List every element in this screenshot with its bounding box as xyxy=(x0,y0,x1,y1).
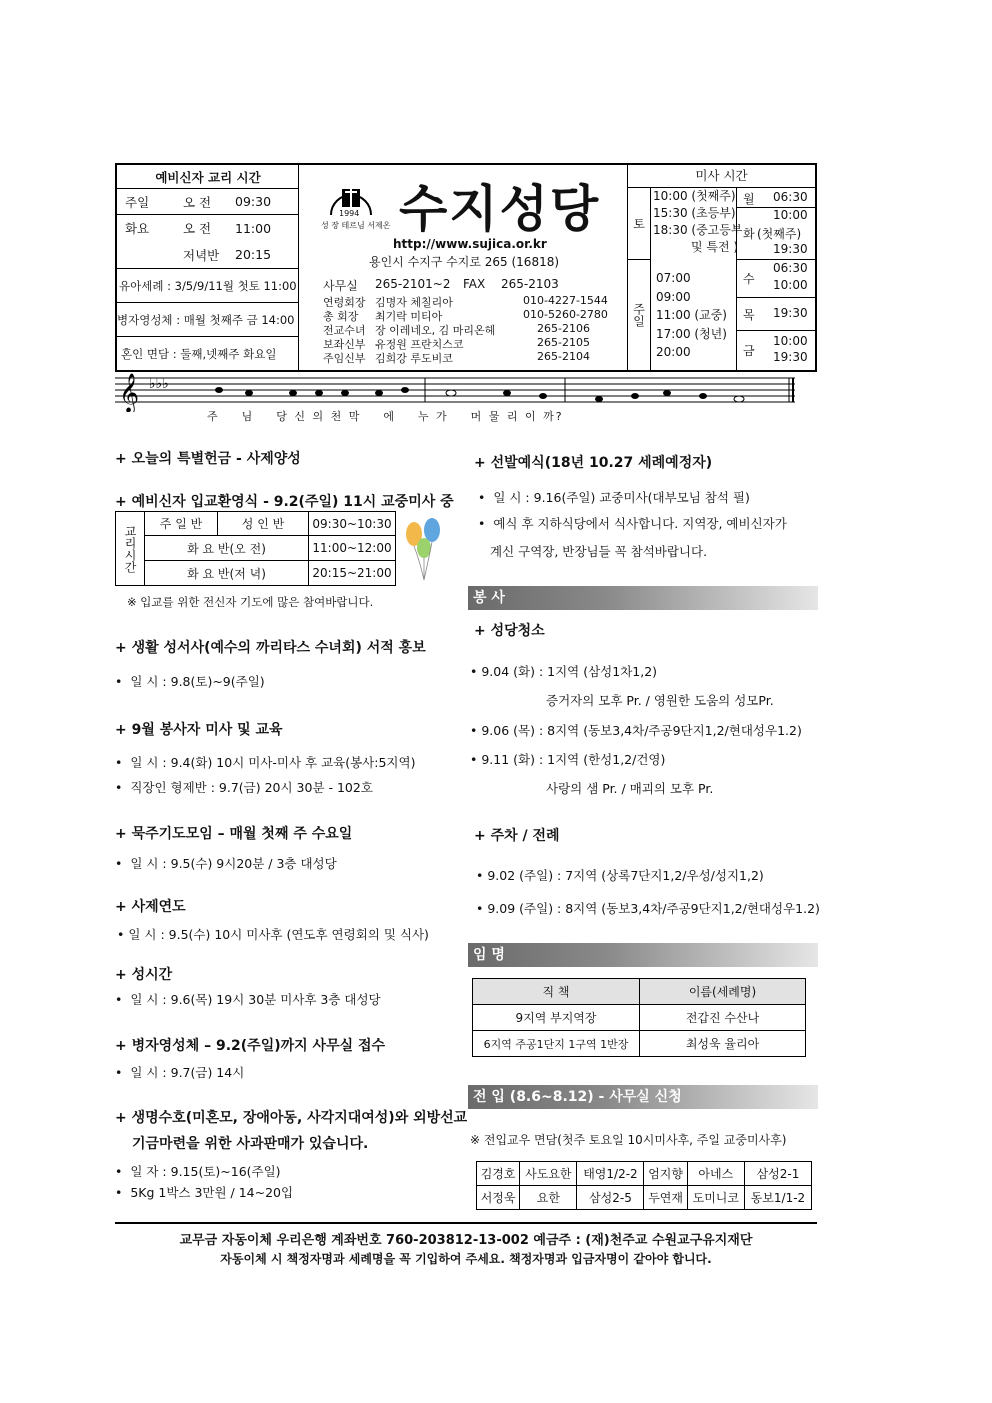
class-cell: 화 요 반(저 녁) xyxy=(145,561,309,586)
welcome-note: ※ 입교를 위한 전신자 기도에 많은 참여바랍니다. xyxy=(127,595,374,609)
sat-time: 10:00 (첫째주) xyxy=(653,189,736,203)
weekday-time: 19:30 xyxy=(773,242,808,256)
logo-caption: 성 장 테르님 서제온 xyxy=(321,221,391,230)
bullet-item: • 일 시 : 9.5(수) 10시 미사후 (연도후 연령회의 및 식사) xyxy=(117,927,429,942)
weekday-day: 목 xyxy=(743,308,755,322)
music-lyrics: 주 님 당 신 의 천 막 에 누 가 머 물 리 이 까? xyxy=(207,410,564,423)
bullet-item: • 예식 후 지하식당에서 식사합니다. 지역장, 예비신자가 xyxy=(478,516,787,531)
cleaning-item: • 9.11 (화) : 1지역 (한성1,2/건영) xyxy=(470,752,666,767)
bullet-item: • 5Kg 1박스 3만원 / 14~20입 xyxy=(115,1185,294,1200)
section-parking-liturgy: + 주차 / 전례 xyxy=(474,828,560,844)
contact-phone: 010-4227-1544 xyxy=(523,294,608,307)
church-url[interactable]: http://www.sujica.or.kr xyxy=(393,237,547,251)
cleaning-item-groups: 사랑의 샘 Pr. / 매괴의 모후 Pr. xyxy=(546,781,714,796)
weekday-row xyxy=(737,207,816,260)
sun-time: 11:00 (교중) xyxy=(656,308,727,322)
weekday-row xyxy=(737,297,816,331)
move-in-cell: 사도요한 xyxy=(520,1162,577,1186)
contact-role: 주임신부 xyxy=(323,352,366,365)
section-priest-memorial: + 사제연도 xyxy=(115,899,186,915)
contact-name: 장 이레네오, 김 마리온헤 xyxy=(375,324,496,337)
cleaning-item: • 9.06 (목) : 8지역 (동보3,4차/주공9단지1,2/현대성우1.2) xyxy=(470,723,802,738)
footer-note: 자동이체 시 책정자명과 세례명을 꼭 기입하여 주세요. 책정자명과 입금자명이 같아야 합니다. xyxy=(220,1252,712,1266)
section-church-cleaning: + 성당청소 xyxy=(474,623,545,639)
move-in-cell: 삼성2-1 xyxy=(744,1162,811,1186)
sat-time: 및 특전 ) xyxy=(691,240,739,254)
appointment-header: 이름(세례명) xyxy=(640,979,806,1005)
sun-label: 주일 xyxy=(628,259,651,370)
church-address: 용인시 수지구 수지로 265 (16818) xyxy=(369,255,560,269)
class-table-side: 교리시간 xyxy=(116,512,145,586)
office-label: 사무실 xyxy=(323,279,358,293)
weekday-time: 19:30 xyxy=(773,350,808,364)
fax-label: FAX xyxy=(463,277,486,291)
contact-role: 연령회장 xyxy=(323,296,366,309)
class-cell: 성 인 반 xyxy=(218,512,309,536)
footer-account: 교무금 자동이체 우리은행 계좌번호 760-203812-13-002 예금주 : (재)천주교 수원교구유지재단 xyxy=(179,1233,753,1248)
sat-label: 토 xyxy=(628,187,651,260)
weekday-time: 10:00 xyxy=(773,208,808,222)
music-notes-icon xyxy=(115,372,805,412)
footer-divider xyxy=(115,1222,817,1224)
bullet-item: • 일 시 : 9.16(주일) 교중미사(대부모님 참석 필) xyxy=(478,490,750,505)
contact-name: 유정원 프란치스코 xyxy=(375,338,464,351)
weekday-masses xyxy=(736,187,816,370)
section-special-offering: + 오늘의 특별헌금 - 사제양성 xyxy=(115,451,301,467)
weekday-time: 10:00 xyxy=(773,278,808,292)
weekday-row xyxy=(737,330,816,370)
class-cell: 주 일 반 xyxy=(145,512,218,536)
contact-role: 보좌신부 xyxy=(323,338,366,351)
move-in-cell: 동보1/1-2 xyxy=(744,1186,811,1210)
cleaning-item-groups: 증거자의 모후 Pr. / 영원한 도움의 성모Pr. xyxy=(546,693,774,708)
section-welcome-ceremony: + 예비신자 입교환영식 - 9.2(주일) 11시 교중미사 중 xyxy=(115,494,454,510)
section-bar-appointment: 임 명 xyxy=(468,943,818,967)
move-in-cell: 김경호 xyxy=(477,1162,520,1186)
appointment-position: 6지역 주공1단지 1구역 1반장 xyxy=(473,1031,640,1057)
appointment-header: 직 책 xyxy=(473,979,640,1005)
catechism-row xyxy=(117,215,299,241)
infant-baptism: 유아세례 : 3/5/9/11월 첫토 11:00 xyxy=(117,269,299,303)
move-in-cell: 두연재 xyxy=(644,1186,687,1210)
office-phone: 265-2101~2 xyxy=(375,277,451,291)
row-time: 20:15 xyxy=(235,247,272,262)
section-bar-move-in: 전 입 (8.6~8.12) - 사무실 신청 xyxy=(468,1085,818,1109)
move-in-table xyxy=(476,1161,812,1210)
section-bar-service: 봉 사 xyxy=(468,586,818,610)
section-apple-sale-line2: 기금마련을 위한 사과판매가 있습니다. xyxy=(132,1136,369,1152)
row-ampm: 저녁반 xyxy=(183,247,220,263)
marriage-interview: 혼인 면담 : 둘째,넷째주 화요일 xyxy=(121,346,277,361)
weekday-time: 06:30 xyxy=(773,261,808,275)
section-apple-sale: + 생명수호(미혼모, 장애아동, 사각지대여성)와 외방선교 xyxy=(115,1110,468,1126)
bullet-item: • 일 자 : 9.15(토)~16(주일) xyxy=(115,1164,281,1179)
move-in-cell: 삼성2-5 xyxy=(577,1186,644,1210)
move-in-cell: 아네스 xyxy=(687,1162,744,1186)
sun-time: 07:00 xyxy=(656,271,691,285)
section-holy-hour: + 성시간 xyxy=(115,967,173,983)
weekday-day: 월 xyxy=(743,192,755,206)
weekday-row xyxy=(737,259,816,298)
contact-name: 최기락 미티아 xyxy=(375,310,443,323)
music-staff xyxy=(115,372,805,430)
move-in-cell: 서정욱 xyxy=(477,1186,520,1210)
weekday-day: 금 xyxy=(743,344,755,358)
svg-text:♭♭♭: ♭♭♭ xyxy=(149,376,169,392)
bullet-item: • 일 시 : 9.4(화) 10시 미사-미사 후 교육(봉사:5지역) xyxy=(115,755,416,770)
cleaning-item: • 9.04 (화) : 1지역 (삼성1차1,2) xyxy=(470,664,658,679)
catechism-row xyxy=(117,241,299,269)
balloons-icon xyxy=(402,512,446,582)
weekday-day: 수 xyxy=(743,272,755,286)
sat-time: 18:30 (중고등부 xyxy=(653,223,743,237)
bullet-item: • 직장인 형제반 : 9.7(금) 20시 30분 - 102호 xyxy=(115,780,373,795)
contact-phone: 265-2105 xyxy=(537,336,590,349)
bullet-item-cont: 계신 구역장, 반장님들 꼭 참석바랍니다. xyxy=(490,544,708,559)
appointment-table xyxy=(472,978,806,1057)
sun-time: 20:00 xyxy=(656,345,691,359)
sun-times xyxy=(656,269,727,362)
row-day: 주일 xyxy=(125,194,150,210)
parking-item: • 9.02 (주일) : 7지역 (상록7단지1,2/우성/성지1,2) xyxy=(476,868,764,883)
bullet-item: • 일 시 : 9.6(목) 19시 30분 미사후 3층 대성당 xyxy=(115,992,381,1007)
class-cell: 화 요 반(오 전) xyxy=(145,536,309,561)
class-time: 20:15~21:00 xyxy=(309,561,396,586)
row-time: 11:00 xyxy=(235,220,272,236)
contact-name: 김명자 체칠리아 xyxy=(375,296,453,309)
contact-name: 김희강 루도비코 xyxy=(375,352,453,365)
appointment-position: 9지역 부지역장 xyxy=(473,1005,640,1031)
contact-role: 총 회장 xyxy=(323,310,359,323)
weekday-day: 화 xyxy=(743,227,755,241)
section-election-rite: + 선발예식(18년 10.27 세례예정자) xyxy=(474,455,713,471)
catechism-title: 예비신자 교리 시간 xyxy=(117,165,299,189)
fax-number: 265-2103 xyxy=(501,277,559,291)
section-sick-communion: + 병자영성체 – 9.2(주일)까지 사무실 접수 xyxy=(115,1038,386,1054)
section-volunteer-mass: + 9월 봉사자 미사 및 교육 xyxy=(115,722,283,738)
mass-title: 미사 시간 xyxy=(628,165,815,188)
mass-times-panel xyxy=(627,165,815,370)
church-info-panel xyxy=(299,165,627,370)
weekday-row xyxy=(737,187,816,208)
header-box xyxy=(115,163,817,372)
catechism-row xyxy=(117,189,299,215)
row-ampm: 오 전 xyxy=(183,221,212,236)
row-ampm: 오 전 xyxy=(183,194,212,210)
move-in-cell: 엄지향 xyxy=(644,1162,687,1186)
move-in-cell: 도미니코 xyxy=(687,1186,744,1210)
class-time-table xyxy=(115,511,396,586)
row-day: 화요 xyxy=(125,221,150,236)
sun-time: 09:00 xyxy=(656,289,691,304)
weekday-time: 19:30 xyxy=(773,306,808,320)
svg-text:𝄞: 𝄞 xyxy=(119,373,140,412)
contact-phone: 265-2106 xyxy=(537,322,590,335)
sat-time: 15:30 (초등부) xyxy=(653,206,736,220)
sun-time: 17:00 (청년) xyxy=(656,326,727,341)
bullet-item: • 일 시 : 9.8(토)~9(주일) xyxy=(115,674,265,689)
weekday-time: 10:00 xyxy=(773,334,808,348)
office-contact xyxy=(323,277,623,294)
parking-item: • 9.09 (주일) : 8지역 (동보3,4차/주공9단지1,2/현대성우1.2) xyxy=(476,901,820,916)
contact-role: 전교수녀 xyxy=(323,324,366,337)
church-name: 수지성당 xyxy=(399,180,601,238)
appointment-name: 최성욱 율리아 xyxy=(640,1031,806,1057)
appointment-name: 전갑진 수산나 xyxy=(640,1005,806,1031)
sat-times xyxy=(653,188,742,256)
contact-phone: 265-2104 xyxy=(537,350,590,363)
bullet-item: • 일 시 : 9.5(수) 9시20분 / 3층 대성당 xyxy=(115,856,337,871)
weekday-time: 06:30 xyxy=(773,190,808,204)
sick-communion: 병자영성체 : 매월 첫째주 금 14:00 xyxy=(117,303,299,337)
row-time: 09:30 xyxy=(235,194,272,209)
class-time: 11:00~12:00 xyxy=(309,536,396,561)
bullet-item: • 일 시 : 9.7(금) 14시 xyxy=(115,1065,245,1080)
move-in-note: ※ 전입교우 면담(첫주 토요일 10시미사후, 주일 교중미사후) xyxy=(470,1133,787,1147)
catechism-panel xyxy=(117,165,299,370)
logo-year: 1994 xyxy=(339,209,360,218)
section-rosary: + 묵주기도모임 – 매월 첫째 주 수요일 xyxy=(115,826,353,842)
section-bookshop: + 생활 성서사(예수의 까리타스 수녀회) 서적 홍보 xyxy=(115,640,426,656)
move-in-cell: 요한 xyxy=(520,1186,577,1210)
contact-phone: 010-5260-2780 xyxy=(523,308,608,321)
class-time: 09:30~10:30 xyxy=(309,512,396,536)
move-in-cell: 태영1/2-2 xyxy=(577,1162,644,1186)
weekday-time: (첫째주) xyxy=(757,227,802,241)
church-logo xyxy=(321,175,391,235)
